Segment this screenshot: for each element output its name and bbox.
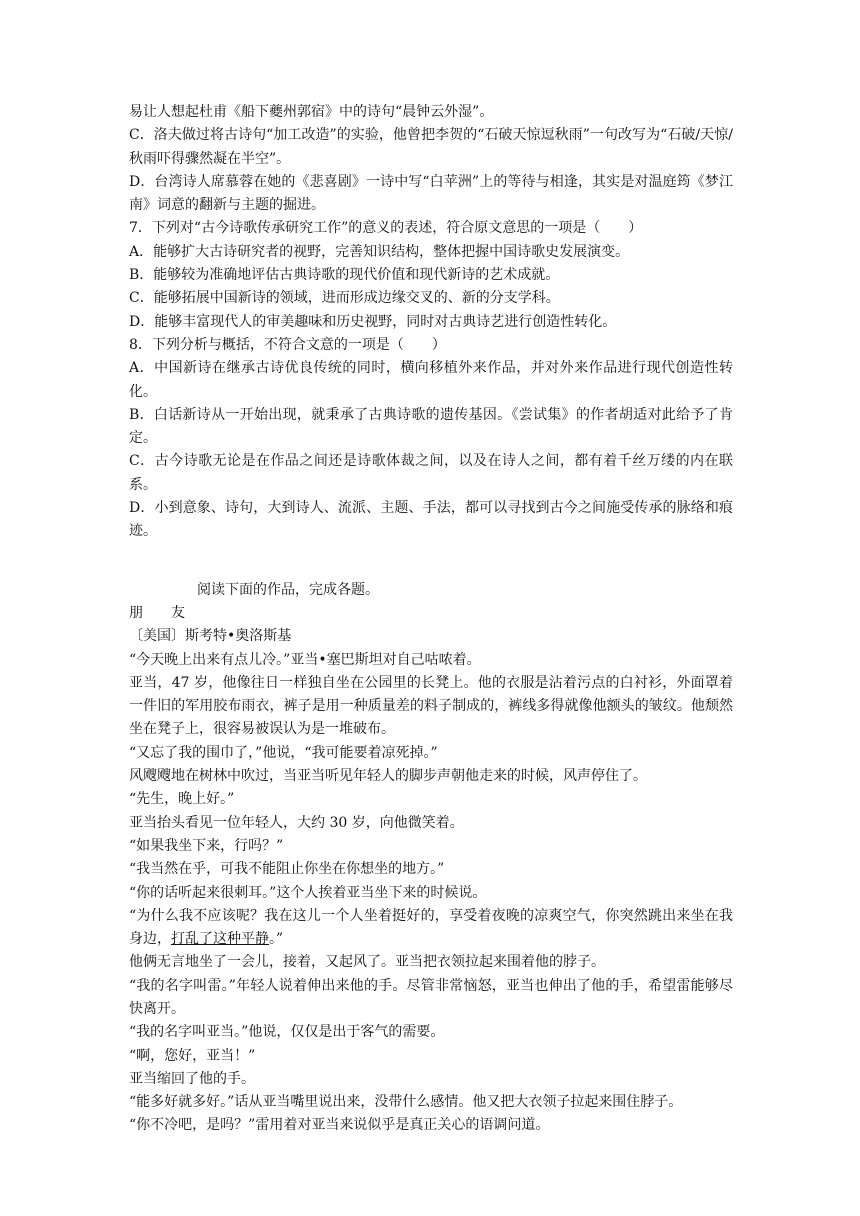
paragraph: 易让人想起杜甫《船下夔州郭宿》中的诗句“晨钟云外湿”。 <box>129 104 494 120</box>
document-body <box>129 101 733 1138</box>
question-8: 8．下列分析与概括，不符合文意的一项是（ ） <box>129 336 446 353</box>
underlined-lead: “为什么我不应该呢？我在这儿一个人坐着挺好的，享受着夜晚的凉爽空气，你突然跳出来坐在我身边， <box>129 907 733 948</box>
question-8-option-b: B．白话新诗从一开始出现，就秉承了古典诗歌的遗传基因。《尝试集》的作者胡适对此给予了肯定。 <box>129 406 733 447</box>
question-7-option-d: D．能够丰富现代人的审美趣味和历史视野，同时对古典诗艺进行创造性转化。 <box>129 313 617 330</box>
question-8-option-d: D．小到意象、诗句，大到诗人、流派、主题、手法，都可以寻找到古今之间施受传承的脉络和痕迹。 <box>129 500 733 540</box>
question-7-option-a: A．能够扩大古诗研究者的视野，完善知识结构，整体把握中国诗歌史发展演变。 <box>129 243 630 260</box>
story-paragraph: “你不冷吧，是吗？”雷用着对亚当来说似乎是真正关心的语调问道。 <box>129 1117 550 1134</box>
option-d-paragraph: D．台湾诗人席慕蓉在她的《悲喜剧》一诗中写“白苹洲”上的等待与相逢，其实是对温庭筠《梦江南》词意的翻新与主题的掘进。 <box>129 173 733 214</box>
underlined-tail: 。” <box>269 931 284 948</box>
story-paragraph: 亚当，47 岁，他像往日一样独自坐在公园里的长凳上。他的衣服是沾着污点的白衬衫，外面罩着一件旧的军用胶布雨衣，裤子是用一种质量差的料子制成的，裤线多得就像他额头的皱纹。他颓然坐在凳子上，很容易被误认为是一堆破布。 <box>129 674 733 738</box>
question-7-option-c: C．能够拓展中国新诗的领域，进而形成边缘交叉的、新的分支学科。 <box>129 290 560 307</box>
story-paragraph: “先生，晚上好。” <box>129 791 235 808</box>
story-paragraph: 风飕飕地在树林中吹过，当亚当听见年轻人的脚步声朝他走来的时候，风声停住了。 <box>129 768 647 785</box>
story-paragraph: “我当然在乎，可我不能阻止你坐在你想坐的地方。” <box>129 861 445 878</box>
story-paragraph: “我的名字叫雷。”年轻人说着伸出来他的手。尽管非常恼怒，亚当也伸出了他的手，希望雷能够尽快离开。 <box>129 977 733 1017</box>
question-7: 7．下列对“古今诗歌传承研究工作”的意义的表述，符合原文意思的一项是（ ） <box>129 220 643 237</box>
story-paragraph: “如果我坐下来，行吗？” <box>129 837 284 854</box>
story-paragraph: “我的名字叫亚当。”他说，仅仅是出于客气的需要。 <box>129 1024 445 1041</box>
story-paragraph: “能多好就多好。”话从亚当嘴里说出来，没带什么感情。他又把大衣领子拉起来围住脖子。 <box>129 1094 683 1111</box>
question-8-option-c: C．古今诗歌无论是在作品之间还是诗歌体裁之间，以及在诗人之间，都有着千丝万缕的内在联系。 <box>129 453 733 493</box>
story-paragraph: 他俩无言地坐了一会儿，接着，又起风了。亚当把衣领拉起来围着他的脖子。 <box>129 954 605 971</box>
section-spacer <box>129 544 733 579</box>
story-title: 朋 友 <box>129 604 185 621</box>
question-7-option-b: B．能够较为准确地评估古典诗歌的现代价值和现代新诗的艺术成就。 <box>129 267 560 284</box>
reading-instruction: 阅读下面的作品，完成各题。 <box>197 581 379 598</box>
option-c-paragraph: C．洛夫做过将古诗句“加工改造”的实验，他曾把李贺的“石破天惊逗秋雨”一句改写为“石破/天惊/秋雨吓得骤然凝在半空”。 <box>129 127 733 167</box>
question-8-option-a: A．中国新诗在继承古诗优良传统的同时，横向移植外来作品，并对外来作品进行现代创造性转化。 <box>129 360 733 400</box>
underlined-phrase: 打乱了这种平静 <box>171 931 269 948</box>
story-paragraph: 亚当缩回了他的手。 <box>129 1070 255 1087</box>
story-paragraph: 亚当抬头看见一位年轻人，大约 30 岁，向他微笑着。 <box>129 814 464 831</box>
story-paragraph-underlined <box>129 905 733 952</box>
story-paragraph: “又忘了我的围巾了，”他说，“我可能要着凉死掉。” <box>129 744 438 761</box>
story-author: 〔美国〕斯考特•奥洛斯基 <box>129 628 292 645</box>
story-paragraph: “你的话听起来很刺耳。”这个人挨着亚当坐下来的时候说。 <box>129 884 487 901</box>
story-paragraph: “啊，您好，亚当！” <box>129 1047 256 1064</box>
story-paragraph: “今天晚上出来有点儿冷。”亚当•塞巴斯坦对自己咕哝着。 <box>129 651 481 668</box>
